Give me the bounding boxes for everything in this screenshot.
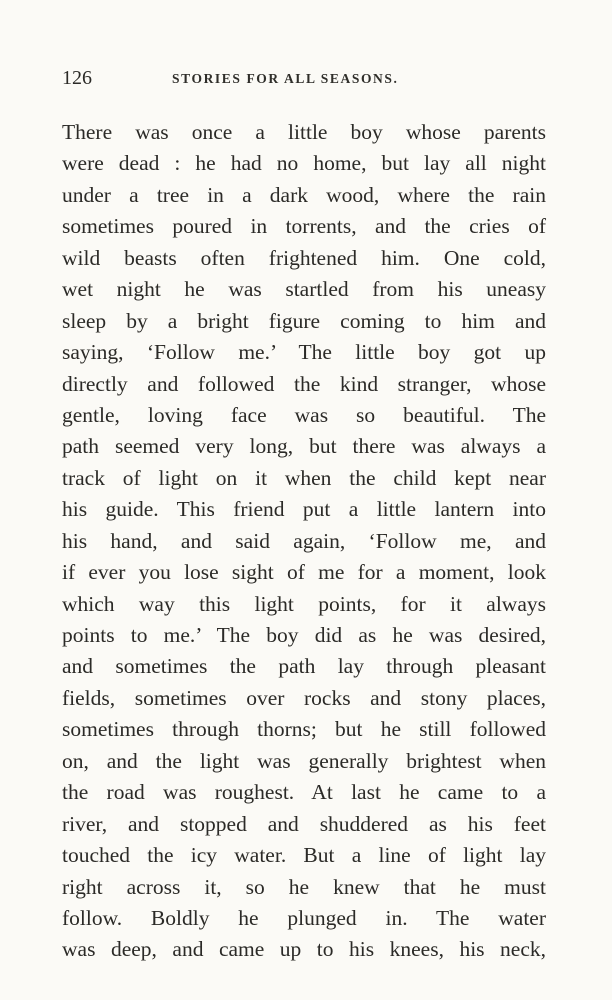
text-line: There was once a little boy whose parents bbox=[62, 120, 546, 144]
text-line: right across it, so he knew that he must bbox=[62, 874, 546, 899]
text-line: directly and followed the kind stranger, whose bbox=[62, 371, 546, 396]
text-line: were dead : he had no home, but lay all night bbox=[62, 151, 546, 176]
text-line: on, and the light was generally brightest when bbox=[62, 748, 546, 773]
text-line: sleep by a bright figure coming to him and bbox=[62, 308, 546, 333]
text-line: wet night he was startled from his uneasy bbox=[62, 277, 546, 302]
text-line: which way this light points, for it always bbox=[62, 591, 546, 616]
text-line: the road was roughest. At last he came to a bbox=[62, 780, 546, 805]
text-line: track of light on it when the child kept near bbox=[62, 465, 546, 490]
text-line: follow. Boldly he plunged in. The water bbox=[62, 905, 546, 930]
text-line: his hand, and said again, ‘Follow me, and bbox=[62, 528, 546, 553]
text-line: his guide. This friend put a little lantern into bbox=[62, 497, 546, 522]
text-line: and sometimes the path lay through pleasant bbox=[62, 654, 546, 679]
running-head bbox=[62, 66, 546, 90]
text-line: was deep, and came up to his knees, his neck, bbox=[62, 937, 546, 962]
text-line: gentle, loving face was so beautiful. The bbox=[62, 402, 546, 427]
text-line: sometimes through thorns; but he still followed bbox=[62, 717, 546, 742]
text-line: touched the icy water. But a line of light lay bbox=[62, 843, 546, 868]
running-title: STORIES FOR ALL SEASONS. bbox=[172, 71, 399, 86]
body-text bbox=[62, 117, 546, 966]
text-line: under a tree in a dark wood, where the rain bbox=[62, 182, 546, 207]
text-line: if ever you lose sight of me for a moment, look bbox=[62, 560, 546, 585]
page-number: 126 bbox=[62, 67, 92, 89]
text-line: fields, sometimes over rocks and stony places, bbox=[62, 685, 546, 710]
text-line: path seemed very long, but there was always a bbox=[62, 434, 546, 459]
text-line: river, and stopped and shuddered as his feet bbox=[62, 811, 546, 836]
text-line: sometimes poured in torrents, and the cries of bbox=[62, 214, 546, 239]
text-line: wild beasts often frightened him. One cold, bbox=[62, 245, 546, 270]
text-line: points to me.’ The boy did as he was desired, bbox=[62, 623, 546, 647]
text-line: saying, ‘Follow me.’ The little boy got up bbox=[62, 340, 546, 365]
